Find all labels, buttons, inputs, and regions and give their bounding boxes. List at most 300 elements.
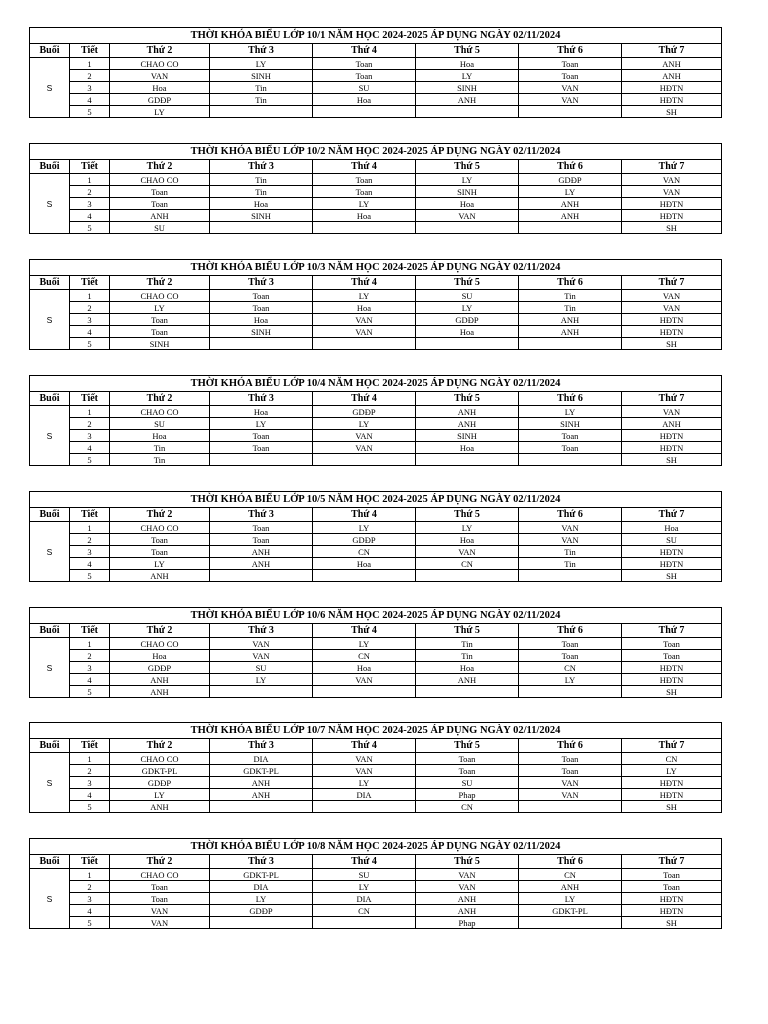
subject-cell: LY [416,174,519,186]
subject-cell: ANH [210,546,313,558]
subject-cell [210,686,313,698]
timetable-title: THỜI KHÓA BIỂU LỚP 10/6 NĂM HỌC 2024-2025 ÁP DỤNG NGÀY 02/11/2024 [30,608,722,624]
period-cell: 5 [70,454,110,466]
subject-cell: Toan [519,430,622,442]
header-day: Thứ 5 [416,855,519,869]
header-day: Thứ 6 [519,392,622,406]
subject-cell: Toan [110,893,210,905]
table-row [30,522,722,534]
subject-cell: ANH [519,326,622,338]
period-cell: 3 [70,430,110,442]
subject-cell: Toan [416,753,519,765]
subject-cell: ANH [110,801,210,813]
header-day: Thứ 4 [313,276,416,290]
subject-cell: SINH [416,82,519,94]
subject-cell: LY [313,418,416,430]
header-session: Buổi [30,508,70,522]
period-cell: 3 [70,662,110,674]
subject-cell [416,106,519,118]
subject-cell: Toan [110,198,210,210]
header-day: Thứ 6 [519,276,622,290]
subject-cell: Hoa [416,198,519,210]
subject-cell: LY [110,106,210,118]
subject-cell [416,454,519,466]
subject-cell: HĐTN [622,430,722,442]
subject-cell: GDĐP [313,406,416,418]
subject-cell: DIA [210,753,313,765]
subject-cell: CHAO CO [110,406,210,418]
subject-cell: CHAO CO [110,638,210,650]
subject-cell: SINH [110,338,210,350]
table-row [30,198,722,210]
table-row [30,302,722,314]
subject-cell: ANH [519,210,622,222]
subject-cell [519,570,622,582]
subject-cell: Tin [210,186,313,198]
subject-cell: Toan [313,186,416,198]
subject-cell: LY [622,765,722,777]
timetable-class-3 [29,259,722,350]
header-day: Thứ 4 [313,739,416,753]
table-row [30,534,722,546]
header-session: Buổi [30,276,70,290]
subject-cell: CN [622,753,722,765]
header-day: Thứ 2 [110,392,210,406]
period-cell: 2 [70,881,110,893]
subject-cell: ANH [110,686,210,698]
session-cell: S [30,869,70,929]
subject-cell: ANH [416,674,519,686]
subject-cell: SU [416,777,519,789]
subject-cell [519,686,622,698]
subject-cell: SU [110,418,210,430]
header-session: Buổi [30,44,70,58]
period-cell: 1 [70,753,110,765]
header-period: Tiết [70,739,110,753]
subject-cell: LY [519,186,622,198]
subject-cell: HĐTN [622,198,722,210]
subject-cell [313,686,416,698]
header-session: Buổi [30,160,70,174]
subject-cell: CN [519,662,622,674]
period-cell: 1 [70,58,110,70]
subject-cell: SINH [519,418,622,430]
header-day: Thứ 3 [210,624,313,638]
subject-cell: ANH [110,210,210,222]
subject-cell: CN [313,546,416,558]
header-day: Thứ 2 [110,855,210,869]
subject-cell [210,454,313,466]
period-cell: 3 [70,777,110,789]
session-cell: S [30,58,70,118]
period-cell: 5 [70,570,110,582]
subject-cell: Toan [210,534,313,546]
table-row [30,222,722,234]
header-day: Thứ 6 [519,739,622,753]
period-cell: 4 [70,905,110,917]
table-row [30,869,722,881]
header-period: Tiết [70,392,110,406]
subject-cell [210,917,313,929]
timetable-class-6 [29,607,722,698]
table-row [30,174,722,186]
subject-cell [519,106,622,118]
subject-cell: Toan [519,58,622,70]
period-cell: 2 [70,534,110,546]
subject-cell: HĐTN [622,94,722,106]
subject-cell [519,917,622,929]
subject-cell: Tin [416,638,519,650]
header-period: Tiết [70,855,110,869]
subject-cell: SU [622,534,722,546]
subject-cell: ANH [210,777,313,789]
table-row [30,546,722,558]
subject-cell: ANH [519,881,622,893]
subject-cell [313,338,416,350]
subject-cell: Toan [519,765,622,777]
header-day: Thứ 7 [622,392,722,406]
subject-cell: Toan [622,638,722,650]
period-cell: 2 [70,418,110,430]
subject-cell: VAN [622,406,722,418]
period-cell: 3 [70,82,110,94]
subject-cell: GDKT-PL [519,905,622,917]
subject-cell: VAN [416,881,519,893]
subject-cell: HĐTN [622,893,722,905]
subject-cell: Tin [110,454,210,466]
subject-cell: VAN [416,210,519,222]
subject-cell: Toan [519,650,622,662]
subject-cell: Hoa [110,430,210,442]
header-period: Tiết [70,44,110,58]
subject-cell: SH [622,686,722,698]
header-day: Thứ 2 [110,276,210,290]
period-cell: 1 [70,174,110,186]
header-day: Thứ 4 [313,44,416,58]
subject-cell: ANH [210,558,313,570]
period-cell: 4 [70,789,110,801]
timetable-class-8 [29,838,722,929]
subject-cell: LY [519,893,622,905]
subject-cell: Hoa [110,650,210,662]
subject-cell: Toan [622,869,722,881]
subject-cell: LY [210,893,313,905]
subject-cell: Hoa [313,662,416,674]
subject-cell: Toan [210,442,313,454]
period-cell: 5 [70,106,110,118]
subject-cell: CHAO CO [110,522,210,534]
subject-cell: HĐTN [622,789,722,801]
subject-cell: HĐTN [622,674,722,686]
subject-cell: SH [622,801,722,813]
header-day: Thứ 2 [110,508,210,522]
subject-cell: Hoa [210,406,313,418]
subject-cell: Toan [622,650,722,662]
header-day: Thứ 4 [313,508,416,522]
subject-cell: ANH [622,418,722,430]
subject-cell [416,686,519,698]
subject-cell: HĐTN [622,546,722,558]
subject-cell: Toan [416,765,519,777]
period-cell: 4 [70,558,110,570]
subject-cell: LY [313,522,416,534]
subject-cell: Tin [210,82,313,94]
subject-cell: Toan [519,442,622,454]
subject-cell: GDKT-PL [210,765,313,777]
header-day: Thứ 6 [519,508,622,522]
period-cell: 1 [70,406,110,418]
header-day: Thứ 5 [416,44,519,58]
subject-cell: GDĐP [210,905,313,917]
subject-cell: Toan [519,638,622,650]
session-cell: S [30,174,70,234]
subject-cell [210,570,313,582]
header-day: Thứ 2 [110,160,210,174]
subject-cell: HĐTN [622,777,722,789]
subject-cell: SU [210,662,313,674]
subject-cell: VAN [622,290,722,302]
subject-cell [519,801,622,813]
subject-cell: VAN [519,777,622,789]
header-day: Thứ 3 [210,44,313,58]
header-day: Thứ 4 [313,392,416,406]
subject-cell: Toan [110,546,210,558]
subject-cell: DIA [313,893,416,905]
header-day: Thứ 6 [519,44,622,58]
subject-cell: SINH [416,430,519,442]
header-day: Thứ 7 [622,739,722,753]
subject-cell: Tin [210,174,313,186]
subject-cell: LY [313,290,416,302]
subject-cell: LY [110,302,210,314]
timetable-title: THỜI KHÓA BIỂU LỚP 10/3 NĂM HỌC 2024-2025 ÁP DỤNG NGÀY 02/11/2024 [30,260,722,276]
subject-cell: GDĐP [416,314,519,326]
subject-cell [210,801,313,813]
subject-cell: Hoa [416,326,519,338]
subject-cell: Toan [313,174,416,186]
subject-cell: SU [313,82,416,94]
period-cell: 5 [70,686,110,698]
period-cell: 3 [70,893,110,905]
timetable-class-2 [29,143,722,234]
subject-cell: VAN [519,789,622,801]
header-day: Thứ 5 [416,739,519,753]
subject-cell: CN [416,801,519,813]
subject-cell: SU [313,869,416,881]
subject-cell: LY [313,198,416,210]
period-cell: 4 [70,326,110,338]
subject-cell: Toan [210,302,313,314]
header-day: Thứ 7 [622,508,722,522]
header-day: Thứ 6 [519,624,622,638]
subject-cell [210,338,313,350]
subject-cell: Tin [519,302,622,314]
header-day: Thứ 7 [622,44,722,58]
subject-cell: VAN [313,430,416,442]
subject-cell: ANH [416,893,519,905]
header-day: Thứ 7 [622,855,722,869]
table-row [30,418,722,430]
subject-cell: HĐTN [622,558,722,570]
period-cell: 1 [70,869,110,881]
subject-cell: HĐTN [622,326,722,338]
subject-cell: CN [313,650,416,662]
subject-cell: HĐTN [622,905,722,917]
subject-cell: ANH [210,789,313,801]
subject-cell: Toan [110,186,210,198]
subject-cell: ANH [416,406,519,418]
subject-cell: SH [622,917,722,929]
subject-cell: Hoa [416,58,519,70]
subject-cell: GDĐP [110,777,210,789]
subject-cell: CHAO CO [110,753,210,765]
subject-cell: Tin [519,290,622,302]
header-period: Tiết [70,508,110,522]
session-cell: S [30,522,70,582]
header-day: Thứ 4 [313,624,416,638]
header-day: Thứ 5 [416,624,519,638]
subject-cell [210,222,313,234]
period-cell: 2 [70,765,110,777]
subject-cell: LY [210,418,313,430]
subject-cell: Toan [313,70,416,82]
table-row [30,442,722,454]
subject-cell: LY [313,638,416,650]
subject-cell: VAN [313,314,416,326]
subject-cell: VAN [519,534,622,546]
timetable-title: THỜI KHÓA BIỂU LỚP 10/2 NĂM HỌC 2024-2025 ÁP DỤNG NGÀY 02/11/2024 [30,144,722,160]
table-row [30,638,722,650]
subject-cell: VAN [416,869,519,881]
subject-cell: DIA [313,789,416,801]
subject-cell: GDĐP [519,174,622,186]
subject-cell: Toan [519,753,622,765]
period-cell: 1 [70,522,110,534]
subject-cell: VAN [210,650,313,662]
header-period: Tiết [70,276,110,290]
subject-cell: HĐTN [622,210,722,222]
subject-cell: SH [622,222,722,234]
subject-cell: Hoa [416,442,519,454]
subject-cell: Hoa [313,94,416,106]
header-day: Thứ 2 [110,739,210,753]
subject-cell: LY [519,674,622,686]
subject-cell: LY [313,777,416,789]
subject-cell: LY [110,789,210,801]
subject-cell: SU [110,222,210,234]
subject-cell: Toan [110,326,210,338]
timetable-title: THỜI KHÓA BIỂU LỚP 10/5 NĂM HỌC 2024-2025 ÁP DỤNG NGÀY 02/11/2024 [30,492,722,508]
subject-cell: CHAO CO [110,58,210,70]
table-row [30,674,722,686]
subject-cell [210,106,313,118]
subject-cell: Tin [519,546,622,558]
header-session: Buổi [30,855,70,869]
subject-cell: CN [416,558,519,570]
subject-cell: ANH [519,198,622,210]
subject-cell: VAN [519,94,622,106]
subject-cell [519,222,622,234]
subject-cell: GDKT-PL [110,765,210,777]
table-row [30,186,722,198]
header-day: Thứ 5 [416,392,519,406]
table-row [30,686,722,698]
period-cell: 5 [70,338,110,350]
period-cell: 4 [70,442,110,454]
subject-cell: HĐTN [622,442,722,454]
subject-cell: LY [416,70,519,82]
subject-cell: Tin [110,442,210,454]
subject-cell: SH [622,106,722,118]
period-cell: 4 [70,674,110,686]
subject-cell: VAN [313,442,416,454]
subject-cell: Toan [110,534,210,546]
table-row [30,765,722,777]
table-row [30,338,722,350]
header-period: Tiết [70,624,110,638]
header-day: Thứ 3 [210,276,313,290]
subject-cell: CHAO CO [110,174,210,186]
subject-cell: SH [622,454,722,466]
session-cell: S [30,753,70,813]
timetable-title: THỜI KHÓA BIỂU LỚP 10/8 NĂM HỌC 2024-2025 ÁP DỤNG NGÀY 02/11/2024 [30,839,722,855]
subject-cell: VAN [110,905,210,917]
header-day: Thứ 7 [622,276,722,290]
table-row [30,777,722,789]
table-row [30,82,722,94]
subject-cell: CN [519,869,622,881]
header-day: Thứ 6 [519,855,622,869]
subject-cell: VAN [622,186,722,198]
header-session: Buổi [30,739,70,753]
period-cell: 5 [70,917,110,929]
subject-cell: DIA [210,881,313,893]
header-day: Thứ 5 [416,508,519,522]
header-day: Thứ 6 [519,160,622,174]
session-cell: S [30,638,70,698]
timetable-title: THỜI KHÓA BIỂU LỚP 10/4 NĂM HỌC 2024-2025 ÁP DỤNG NGÀY 02/11/2024 [30,376,722,392]
subject-cell: Hoa [416,534,519,546]
header-day: Thứ 3 [210,508,313,522]
subject-cell [416,222,519,234]
table-row [30,570,722,582]
subject-cell: LY [110,558,210,570]
subject-cell: SINH [210,210,313,222]
subject-cell [416,570,519,582]
subject-cell [313,801,416,813]
subject-cell: LY [210,58,313,70]
subject-cell: Toan [110,881,210,893]
subject-cell: ANH [622,58,722,70]
table-row [30,94,722,106]
subject-cell: Toan [210,522,313,534]
subject-cell: LY [210,674,313,686]
table-row [30,314,722,326]
subject-cell: GDĐP [313,534,416,546]
table-row [30,789,722,801]
header-day: Thứ 7 [622,160,722,174]
header-day: Thứ 5 [416,160,519,174]
subject-cell: ANH [622,70,722,82]
subject-cell: Tin [416,650,519,662]
session-cell: S [30,290,70,350]
table-row [30,893,722,905]
subject-cell: CN [313,905,416,917]
subject-cell: ANH [110,570,210,582]
period-cell: 1 [70,638,110,650]
subject-cell: GDĐP [110,662,210,674]
table-row [30,753,722,765]
